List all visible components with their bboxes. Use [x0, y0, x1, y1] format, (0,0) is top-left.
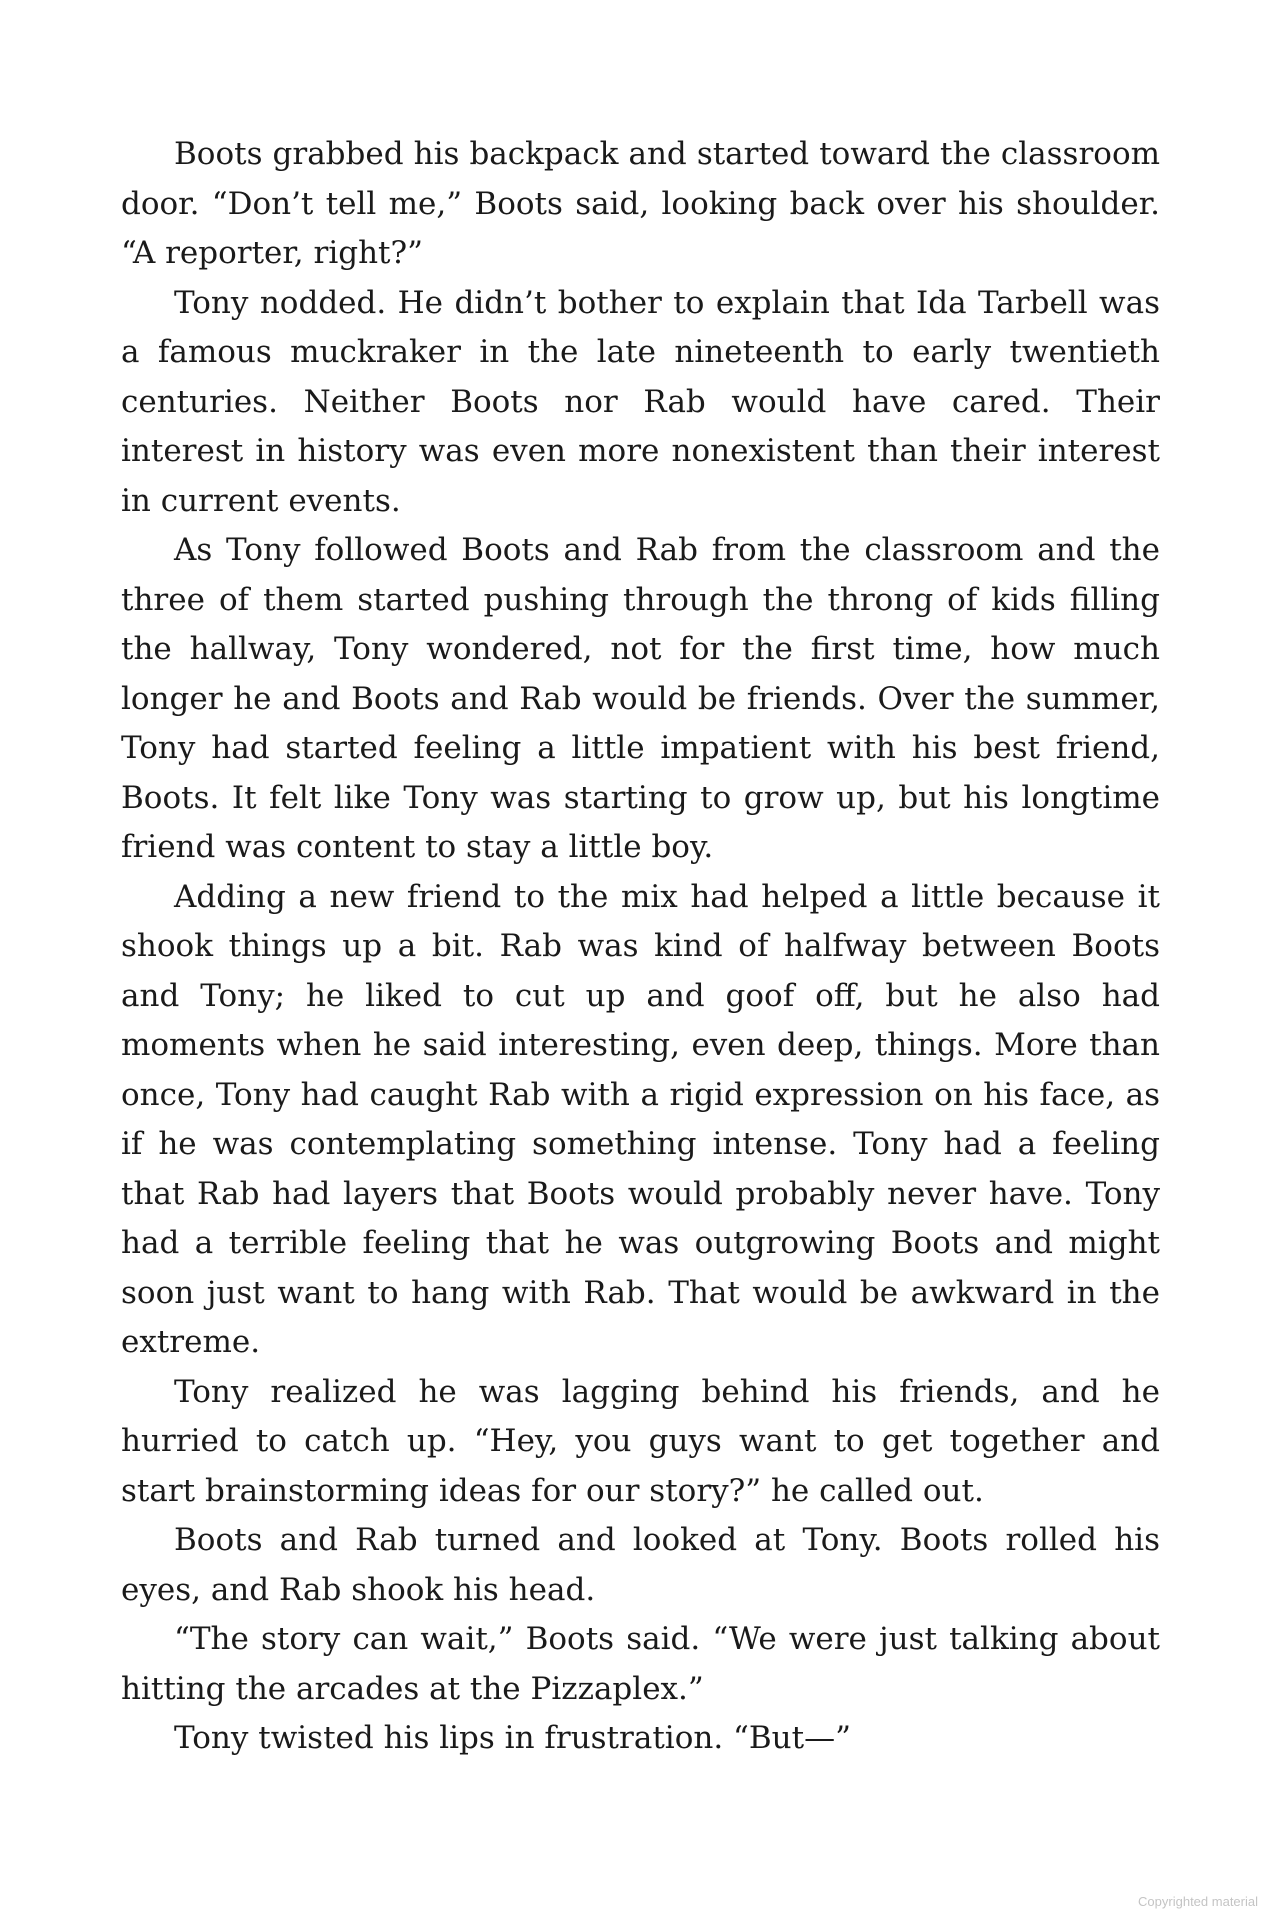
paragraph: As Tony followed Boots and Rab from the classroom and the three of them started pushing through the throng of kids filling the hallway, Tony wondered, not for the first time, how much longer he and Boots and Rab would be friends. Over the summer, Tony had started feeling a little impatient with his best friend, Boots. It felt like Tony was starting to grow up, but his longtime friend was content to stay a little boy. — [121, 532, 1160, 865]
paragraph: Tony realized he was lagging behind his friends, and he hurried to catch up. “Hey, you guys want to get together and start brainstorming ideas for our story?” he called out. — [121, 1373, 1160, 1509]
paragraph: Adding a new friend to the mix had helped a little because it shook things up a bit. Rab was kind of halfway between Boots and Tony; he liked to cut up and goof off, but he also had moments when he said interesting, even deep, things. More than once, Tony had caught Rab with a rigid expression on his face, as if he was contemplating something intense. Tony had a feeling that Rab had layers that Boots would probably never have. Tony had a terrible feeling that he was outgrowing Boots and might soon just want to hang with Rab. That would be awkward in the extreme. — [121, 878, 1160, 1360]
copyright-watermark: Copyrighted material — [1138, 1894, 1258, 1909]
paragraph: “The story can wait,” Boots said. “We were just talking about hitting the arcades at the Pizzaplex.” — [121, 1621, 1160, 1707]
paragraph: Tony twisted his lips in frustration. “But—” — [174, 1720, 851, 1756]
paragraph: Boots and Rab turned and looked at Tony. Boots rolled his eyes, and Rab shook his head. — [121, 1522, 1160, 1608]
paragraph: Tony nodded. He didn’t bother to explain that Ida Tarbell was a famous muckraker in the late nineteenth to early twentieth centuries. Neither Boots nor Rab would have cared. Their interest in history was even more nonexistent than their interest in current events. — [121, 284, 1160, 519]
paragraph: Boots grabbed his backpack and started toward the classroom door. “Don’t tell me,” Boots said, looking back over his shoulder. “A reporter, right?” — [121, 136, 1160, 271]
book-page-body — [121, 130, 1160, 1764]
